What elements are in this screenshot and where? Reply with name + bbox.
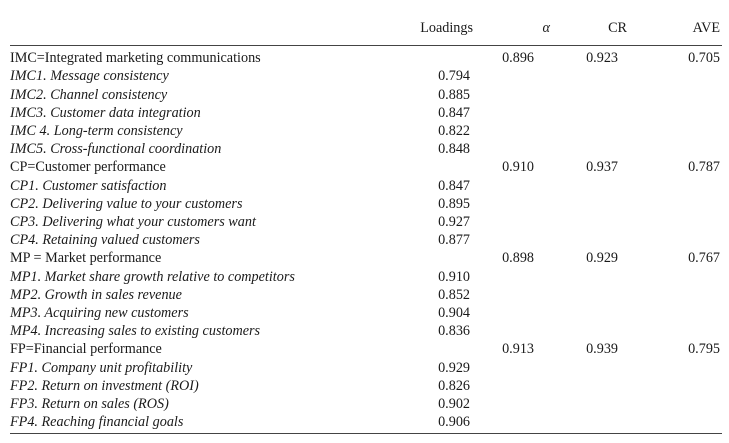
construct-cr: 0.939 xyxy=(586,341,618,358)
item-label: MP2. Growth in sales revenue xyxy=(10,286,182,303)
item-row xyxy=(10,231,722,249)
header-loadings: Loadings xyxy=(378,14,473,46)
construct-row xyxy=(10,46,722,68)
measurement-table-container xyxy=(10,14,722,434)
table-body xyxy=(10,46,722,434)
item-loading: 0.910 xyxy=(438,268,470,285)
item-row xyxy=(10,395,722,413)
item-label: FP2. Return on investment (ROI) xyxy=(10,377,199,394)
item-row xyxy=(10,213,722,231)
item-label: FP1. Company unit profitability xyxy=(10,359,193,376)
item-label: MP4. Increasing sales to existing customers xyxy=(10,323,261,340)
construct-ave: 0.795 xyxy=(688,341,720,358)
table-header xyxy=(10,14,722,46)
construct-alpha: 0.910 xyxy=(502,159,534,176)
item-loading: 0.847 xyxy=(438,104,470,121)
item-row xyxy=(10,104,722,122)
item-loading: 0.794 xyxy=(438,68,470,85)
measurement-table xyxy=(10,14,722,434)
item-label: CP3. Delivering what your customers want xyxy=(10,214,256,231)
construct-name: MP = Market performance xyxy=(10,250,162,267)
construct-loading xyxy=(378,340,473,358)
construct-loading xyxy=(378,158,473,176)
item-row xyxy=(10,67,722,85)
construct-row xyxy=(10,249,722,267)
header-ave: AVE xyxy=(643,14,722,46)
construct-name: IMC=Integrated marketing communications xyxy=(10,50,261,67)
construct-alpha: 0.913 xyxy=(502,341,534,358)
construct-row xyxy=(10,158,722,176)
construct-loading xyxy=(378,249,473,267)
item-row xyxy=(10,268,722,286)
item-label: CP2. Delivering value to your customers xyxy=(10,195,243,212)
item-row xyxy=(10,304,722,322)
item-row xyxy=(10,359,722,377)
item-loading: 0.822 xyxy=(438,123,470,140)
construct-ave: 0.705 xyxy=(688,50,720,67)
construct-name: CP=Customer performance xyxy=(10,159,166,176)
item-loading: 0.836 xyxy=(438,323,470,340)
item-loading: 0.895 xyxy=(438,195,470,212)
item-row xyxy=(10,140,722,158)
item-loading: 0.826 xyxy=(438,377,470,394)
construct-ave: 0.767 xyxy=(688,250,720,267)
construct-loading xyxy=(378,46,473,68)
item-row xyxy=(10,322,722,340)
item-row xyxy=(10,286,722,304)
item-row xyxy=(10,377,722,395)
item-label: IMC5. Cross-functional coordination xyxy=(10,141,222,158)
item-loading: 0.927 xyxy=(438,214,470,231)
item-loading: 0.902 xyxy=(438,396,470,413)
item-row xyxy=(10,195,722,213)
item-loading: 0.852 xyxy=(438,286,470,303)
item-loading: 0.877 xyxy=(438,232,470,249)
item-loading: 0.848 xyxy=(438,141,470,158)
item-label: FP3. Return on sales (ROS) xyxy=(10,396,169,413)
item-row xyxy=(10,177,722,195)
construct-name: FP=Financial performance xyxy=(10,341,162,358)
construct-alpha: 0.898 xyxy=(502,250,534,267)
item-label: CP4. Retaining valued customers xyxy=(10,232,200,249)
construct-cr: 0.937 xyxy=(586,159,618,176)
item-label: IMC1. Message consistency xyxy=(10,68,169,85)
item-loading: 0.885 xyxy=(438,86,470,103)
item-row xyxy=(10,122,722,140)
item-loading: 0.904 xyxy=(438,305,470,322)
item-label: FP4. Reaching financial goals xyxy=(10,413,378,434)
item-loading: 0.847 xyxy=(438,177,470,194)
item-label: MP3. Acquiring new customers xyxy=(10,305,189,322)
construct-cr: 0.929 xyxy=(586,250,618,267)
header-cr: CR xyxy=(562,14,643,46)
item-loading: 0.906 xyxy=(378,413,473,434)
item-label: MP1. Market share growth relative to competitors xyxy=(10,268,295,285)
item-loading: 0.929 xyxy=(438,359,470,376)
header-item xyxy=(10,14,378,46)
header-alpha: α xyxy=(473,14,562,46)
item-row xyxy=(10,413,722,434)
item-label: CP1. Customer satisfaction xyxy=(10,177,167,194)
header-row xyxy=(10,14,722,46)
item-row xyxy=(10,86,722,104)
construct-row xyxy=(10,340,722,358)
item-label: IMC3. Customer data integration xyxy=(10,104,201,121)
construct-cr: 0.923 xyxy=(586,50,618,67)
item-label: IMC2. Channel consistency xyxy=(10,86,168,103)
construct-alpha: 0.896 xyxy=(502,50,534,67)
construct-ave: 0.787 xyxy=(688,159,720,176)
item-label: IMC 4. Long-term consistency xyxy=(10,123,183,140)
